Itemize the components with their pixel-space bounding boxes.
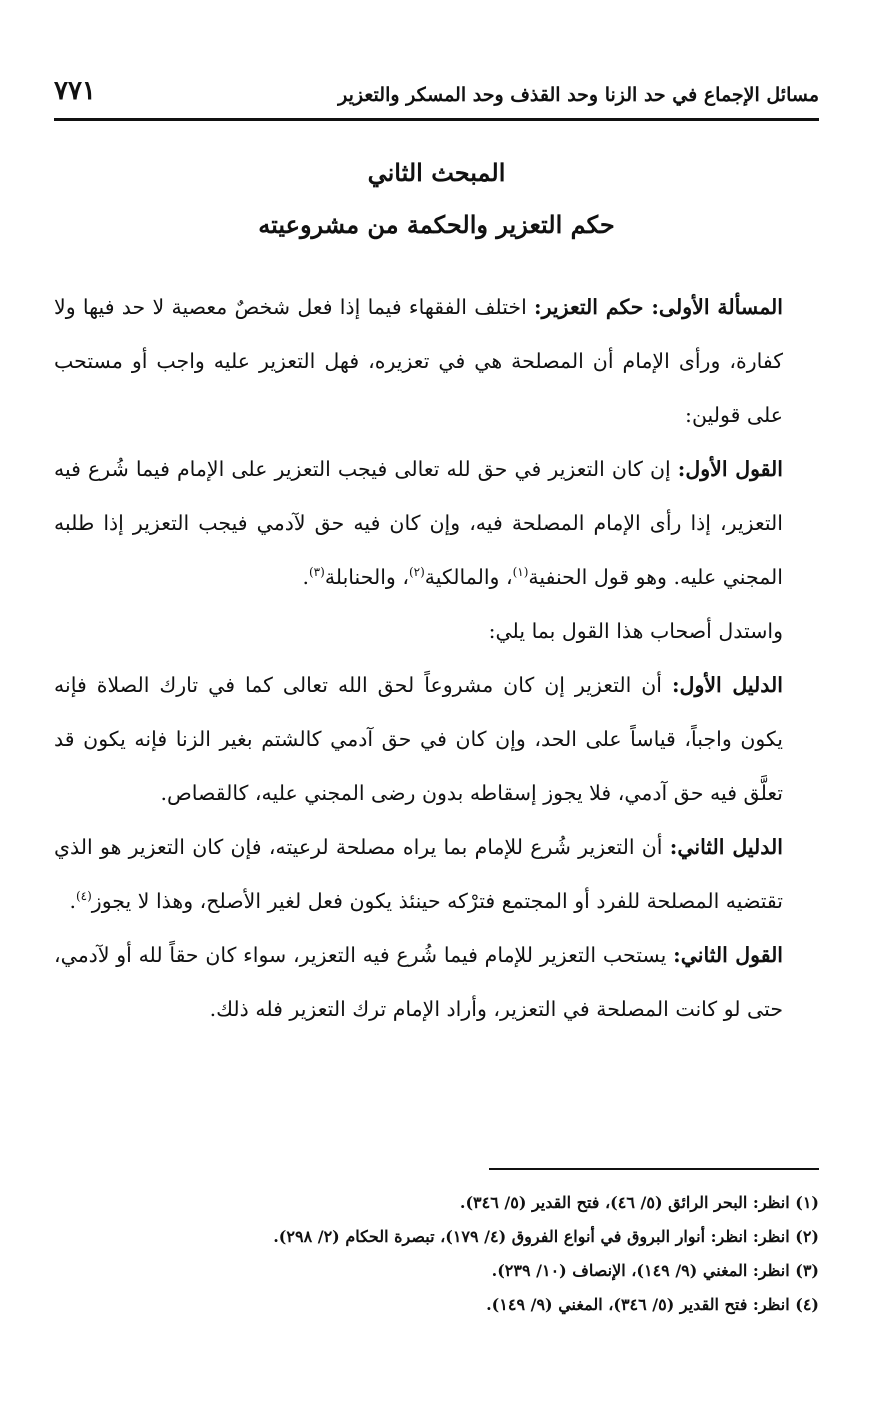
main-text — [54, 280, 819, 1036]
paragraph-text: يستحب التعزير للإمام فيما شُرع فيه التعزير، سواء كان حقاً لله أو لآدمي، حتى لو كانت المصلحة في التعزير، وأراد الإمام ترك التعزير فله ذلك. — [54, 943, 783, 1021]
paragraph-second-evidence — [54, 820, 819, 928]
paragraph-second-opinion — [54, 928, 819, 1036]
footnote-rule — [489, 1168, 819, 1170]
footnote-marker-1[interactable]: (١) — [512, 565, 529, 580]
paragraph-text: إن كان التعزير في حق لله تعالى فيجب التعزير على الإمام فيما شُرع فيه التعزير، إذا رأى الإمام المصلحة فيه، وإن كان فيه حق لآدمي فيجب التعزير إذا طلبه المجني عليه. وهو قول الحنفية — [54, 457, 783, 589]
footnote: (٣) انظر: المغني (٩/ ١٤٩)، الإنصاف (١٠/ ٢٣٩). — [491, 1261, 819, 1280]
footnote: (٤) انظر: فتح القدير (٥/ ٣٤٦)، المغني (٩/ ١٤٩). — [486, 1295, 819, 1314]
paragraph-evidence-intro — [54, 604, 819, 658]
footnote-marker-3[interactable]: (٣) — [308, 565, 325, 580]
paragraph-text: ، والمالكية — [424, 565, 513, 589]
footnote: (١) انظر: البحر الرائق (٥/ ٤٦)، فتح القدير (٥/ ٣٤٦). — [459, 1193, 819, 1212]
paragraph-text: واستدل أصحاب هذا القول بما يلي: — [488, 619, 783, 643]
paragraph-text: اختلف الفقهاء فيما إذا فعل شخصٌ معصية لا حد فيها ولا كفارة، ورأى الإمام أن المصلحة هي في تعزيره، فهل التعزير عليه واجب أو مستحب على قولين: — [54, 295, 783, 427]
paragraph-label: القول الأول: — [677, 457, 783, 481]
paragraph-text: ، والحنابلة — [324, 565, 409, 589]
footnotes — [54, 1186, 819, 1322]
footnote: (٢) انظر: انظر: أنوار البروق في أنواع الفروق (٤/ ١٧٩)، تبصرة الحكام (٢/ ٢٩٨). — [273, 1227, 819, 1246]
paragraph-label: الدليل الثاني: — [669, 835, 784, 859]
paragraph-first-opinion — [54, 442, 819, 604]
paragraph-text: . — [302, 565, 309, 589]
paragraph-text: أن التعزير شُرع للإمام بما يراه مصلحة لرعيته، فإن كان التعزير هو الذي تقتضيه المصلحة للفرد أو المجتمع فترْكه حينئذ يكون فعل لغير الأصلح، وهذا لا يجوز — [54, 835, 783, 913]
paragraph-text: . — [69, 889, 76, 913]
page-number: ٧٧١ — [54, 76, 96, 106]
section-heading: المبحث الثاني — [367, 158, 506, 187]
paragraph-label: القول الثاني: — [673, 943, 784, 967]
footnote-marker-4[interactable]: (٤) — [75, 889, 92, 904]
section-subtitle: حكم التعزير والحكمة من مشروعيته — [258, 210, 615, 239]
paragraph-issue-one — [54, 280, 819, 442]
paragraph-first-evidence — [54, 658, 819, 820]
header-rule — [54, 118, 819, 121]
paragraph-text: أن التعزير إن كان مشروعاً لحق الله تعالى كما في تارك الصلاة فإنه يكون واجباً، قياساً على الحد، وإن كان في حق آدمي كالشتم بغير الزنا فإنه يكون قد تعلَّق فيه حق آدمي، فلا يجوز إسقاطه بدون رضى المجني عليه، كالقصاص. — [54, 673, 783, 805]
paragraph-label: الدليل الأول: — [671, 673, 783, 697]
running-header — [54, 70, 819, 114]
paragraph-label: المسألة الأولى: حكم التعزير: — [534, 295, 783, 319]
running-title: مسائل الإجماع في حد الزنا وحد القذف وحد المسكر والتعزير — [338, 84, 819, 106]
footnote-marker-2[interactable]: (٢) — [408, 565, 425, 580]
